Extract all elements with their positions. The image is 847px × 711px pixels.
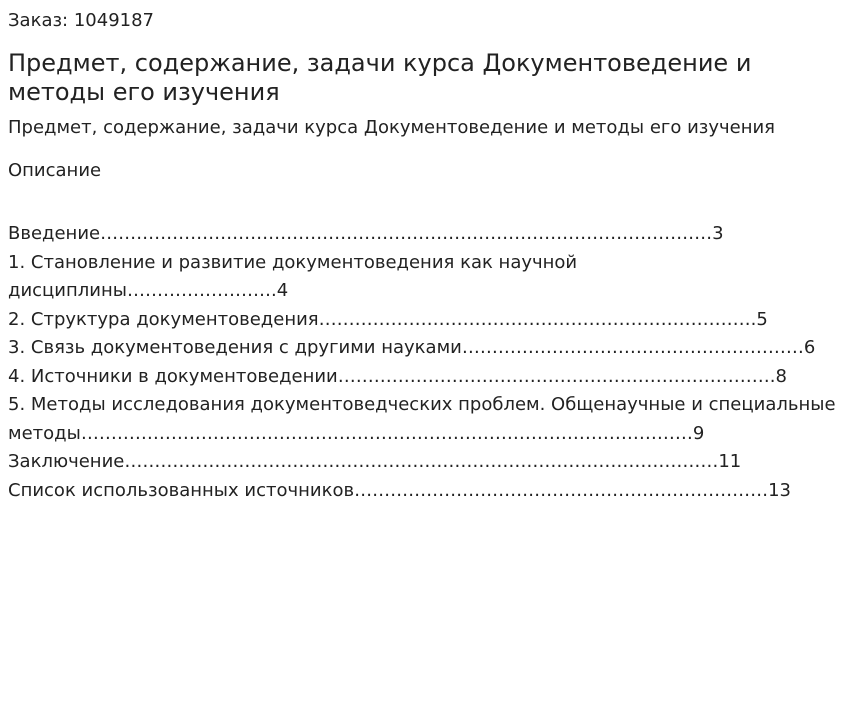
document-page <box>8 0 843 505</box>
toc-item-page: 9 <box>692 422 705 444</box>
toc-item-page: 5 <box>756 308 768 330</box>
toc-item <box>8 477 843 506</box>
toc-item-leader: ……………………………………………………………………………………… <box>124 451 719 472</box>
order-label: Заказ: <box>8 10 69 31</box>
toc-item-page: 13 <box>768 479 791 501</box>
toc-item-title: 2. Структура документоведения <box>8 308 319 330</box>
toc-item <box>8 306 843 335</box>
toc-item-page: 8 <box>775 365 787 387</box>
toc-item <box>8 448 843 477</box>
toc-item <box>8 249 843 306</box>
toc-item-title: Список использованных источников <box>8 479 355 501</box>
toc-item <box>8 391 843 448</box>
page-subtitle: Предмет, содержание, задачи курса Документоведение и методы его изучения <box>8 117 776 138</box>
toc-item-page: 3 <box>712 223 724 244</box>
toc-item-title: Заключение <box>8 451 125 472</box>
toc-item-title: Введение <box>8 223 101 244</box>
toc-item-leader: ………………………………………………………………………………………… <box>100 223 713 244</box>
toc-item-leader: ……………………. <box>126 280 277 301</box>
toc-item-title: 5. Методы исследования документоведческих проблем. Общенаучные и специальные методы <box>8 394 836 444</box>
table-of-contents <box>8 220 843 505</box>
order-number: 1049187 <box>73 10 155 31</box>
toc-item-leader: ………………………………………………………………. <box>337 365 776 387</box>
toc-item-page: 11 <box>718 451 742 472</box>
toc-item-leader: ………………………………………………………………. <box>318 308 757 330</box>
toc-item <box>8 334 843 363</box>
toc-item-leader: ………………………………………………………………………………………… <box>80 422 693 444</box>
toc-item <box>8 220 843 249</box>
toc-item <box>8 363 843 392</box>
toc-item-leader: …………………………………………………………… <box>354 479 769 501</box>
toc-item-leader: ………………………………………………… <box>461 337 804 358</box>
toc-item-title: 3. Связь документоведения с другими науками <box>8 337 462 358</box>
page-title: Предмет, содержание, задачи курса Документоведение и методы его изучения <box>8 49 752 106</box>
toc-item-title: 4. Источники в документоведении <box>8 365 338 387</box>
toc-item-title: 1. Становление и развитие документоведения как научной дисциплины <box>8 251 578 301</box>
toc-item-page: 6 <box>803 337 816 358</box>
toc-item-page: 4 <box>276 280 289 301</box>
order-line <box>8 0 843 32</box>
description-label: Описание <box>8 160 102 181</box>
